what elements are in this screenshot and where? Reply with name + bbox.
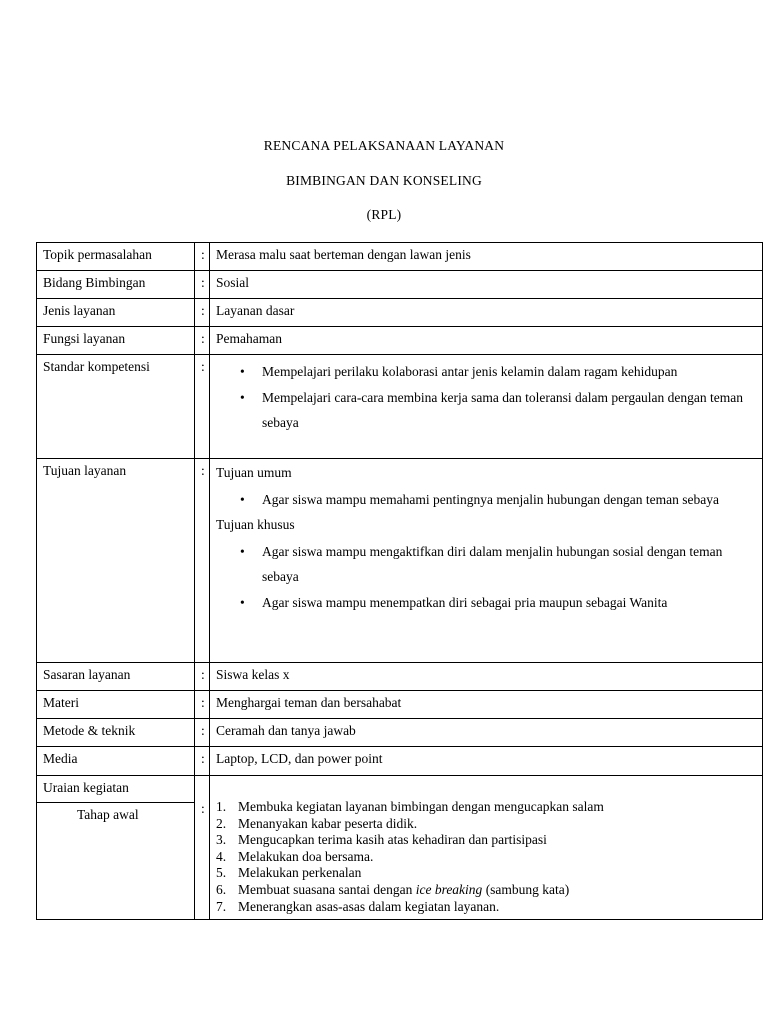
row-colon: : <box>195 776 210 920</box>
bullet-list <box>216 359 756 436</box>
table-row <box>37 663 763 691</box>
table-row <box>37 271 763 299</box>
row-value: Siswa kelas x <box>210 663 763 691</box>
row-colon: : <box>195 327 210 355</box>
bullet-list <box>216 487 756 513</box>
row-value <box>210 355 763 459</box>
row-label: Sasaran layanan <box>37 663 195 691</box>
row-value: Layanan dasar <box>210 299 763 327</box>
list-item: 2. Menanyakan kabar peserta didik. <box>216 815 418 831</box>
list-item: • Agar siswa mampu menempatkan diri sebagai pria maupun sebagai Wanita <box>216 590 756 616</box>
rpl-table <box>36 242 763 920</box>
list-item: • Mempelajari cara-cara membina kerja sama dan toleransi dalam pergaulan dengan teman sebaya <box>216 385 756 436</box>
row-label: Metode & teknik <box>37 719 195 747</box>
table-row <box>37 691 763 719</box>
document-title: RENCANA PELAKSANAAN LAYANAN <box>263 138 505 153</box>
row-value: Pemahaman <box>210 327 763 355</box>
table-row <box>37 747 763 776</box>
list-item: • Mempelajari perilaku kolaborasi antar jenis kelamin dalam ragam kehidupan <box>216 359 756 385</box>
table-row <box>37 299 763 327</box>
row-value: Ceramah dan tanya jawab <box>210 719 763 747</box>
row-label: Media <box>37 747 195 776</box>
row-colon: : <box>195 459 210 663</box>
row-value <box>210 459 763 663</box>
row-label: Topik permasalahan <box>37 243 195 271</box>
steps-list <box>216 799 756 915</box>
row-label: Tujuan layanan <box>37 459 195 663</box>
row-label: Uraian kegiatan <box>37 776 195 803</box>
row-colon: : <box>195 271 210 299</box>
list-item: 4. Melakukan doa bersama. <box>216 848 374 864</box>
list-item: 6. Membuat suasana santai dengan ice breaking (sambung kata) <box>216 881 570 897</box>
row-colon: : <box>195 299 210 327</box>
list-item: • Agar siswa mampu memahami pentingnya menjalin hubungan dengan teman sebaya <box>216 487 756 513</box>
row-colon: : <box>195 243 210 271</box>
table-row <box>37 459 763 663</box>
table-row <box>37 355 763 459</box>
row-colon: : <box>195 355 210 459</box>
row-colon: : <box>195 691 210 719</box>
row-value: Merasa malu saat berteman dengan lawan jenis <box>210 243 763 271</box>
row-colon: : <box>195 719 210 747</box>
list-item: 7. Menerangkan asas-asas dalam kegiatan layanan. <box>216 898 500 914</box>
list-item: 3. Mengucapkan terima kasih atas kehadiran dan partisipasi <box>216 832 547 848</box>
row-label: Standar kompetensi <box>37 355 195 459</box>
document-abbreviation: (RPL) <box>366 207 402 222</box>
row-colon: : <box>195 663 210 691</box>
list-item: • Agar siswa mampu mengaktifkan diri dalam menjalin hubungan sosial dengan teman sebaya <box>216 539 756 590</box>
section-label: Tujuan umum <box>216 465 292 480</box>
row-value: Laptop, LCD, dan power point <box>210 747 763 776</box>
bullet-list <box>216 539 756 616</box>
table-row <box>37 243 763 271</box>
row-value <box>210 776 763 920</box>
table-row <box>37 776 763 803</box>
list-item: 5. Melakukan perkenalan <box>216 865 362 881</box>
row-value: Menghargai teman dan bersahabat <box>210 691 763 719</box>
list-item: 1. Membuka kegiatan layanan bimbingan dengan mengucapkan salam <box>216 799 604 814</box>
row-label: Jenis layanan <box>37 299 195 327</box>
table-row <box>37 327 763 355</box>
row-value: Sosial <box>210 271 763 299</box>
row-label: Materi <box>37 691 195 719</box>
document-subtitle: BIMBINGAN DAN KONSELING <box>286 173 482 188</box>
row-label: Tahap awal <box>37 803 195 920</box>
row-label: Fungsi layanan <box>37 327 195 355</box>
table-row <box>37 719 763 747</box>
row-label: Bidang Bimbingan <box>37 271 195 299</box>
section-label: Tujuan khusus <box>216 516 295 532</box>
row-colon: : <box>195 747 210 776</box>
